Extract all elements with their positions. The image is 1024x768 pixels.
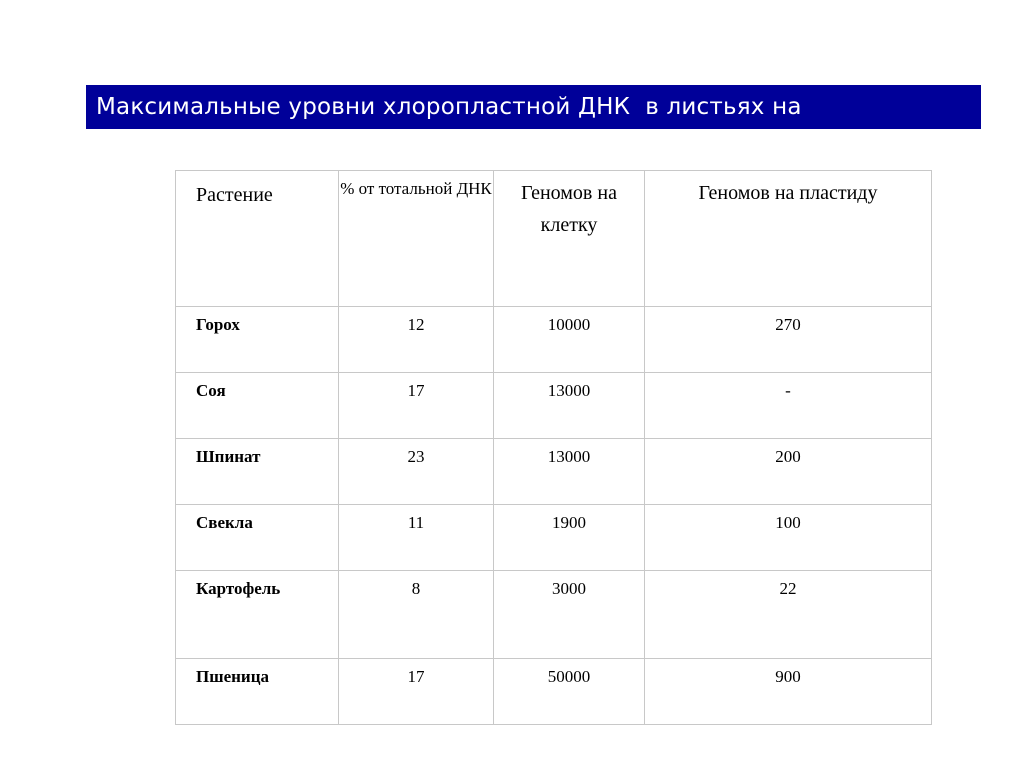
cell-plant-name: Горох [176, 307, 339, 373]
cell-genomes-per-cell: 10000 [494, 307, 645, 373]
table-row [176, 307, 932, 373]
header-cell-plant: Растение [176, 171, 339, 307]
table-row [176, 505, 932, 571]
cell-plant-name: Пшеница [176, 659, 339, 725]
cell-genomes-per-plastid: 200 [645, 439, 932, 505]
cell-plant-name: Картофель [176, 571, 339, 659]
cell-percent-dna: 17 [339, 373, 494, 439]
cell-genomes-per-plastid: 100 [645, 505, 932, 571]
table-row [176, 571, 932, 659]
cell-genomes-per-cell: 1900 [494, 505, 645, 571]
table-row [176, 659, 932, 725]
table-header-row [176, 171, 932, 307]
cell-genomes-per-cell: 13000 [494, 439, 645, 505]
title-banner [86, 85, 981, 129]
cell-genomes-per-plastid: 22 [645, 571, 932, 659]
header-cell-genomes-per-plastid: Геномов на пластиду [645, 171, 932, 307]
cell-percent-dna: 8 [339, 571, 494, 659]
cell-percent-dna: 12 [339, 307, 494, 373]
cell-plant-name: Шпинат [176, 439, 339, 505]
cell-genomes-per-plastid: 270 [645, 307, 932, 373]
cell-genomes-per-plastid: 900 [645, 659, 932, 725]
cell-genomes-per-cell: 50000 [494, 659, 645, 725]
cell-genomes-per-cell: 3000 [494, 571, 645, 659]
cell-percent-dna: 23 [339, 439, 494, 505]
cell-plant-name: Соя [176, 373, 339, 439]
table-row [176, 439, 932, 505]
slide-title: Максимальные уровни хлоропластной ДНК в листьях на [96, 94, 802, 120]
cell-percent-dna: 17 [339, 659, 494, 725]
data-table [175, 170, 932, 725]
cell-genomes-per-cell: 13000 [494, 373, 645, 439]
header-cell-genomes-per-cell: Геномов на клетку [494, 171, 645, 307]
cell-genomes-per-plastid: - [645, 373, 932, 439]
cell-percent-dna: 11 [339, 505, 494, 571]
cell-plant-name: Свекла [176, 505, 339, 571]
table-row [176, 373, 932, 439]
header-cell-percent-dna: % от тотальной ДНК [339, 171, 494, 307]
